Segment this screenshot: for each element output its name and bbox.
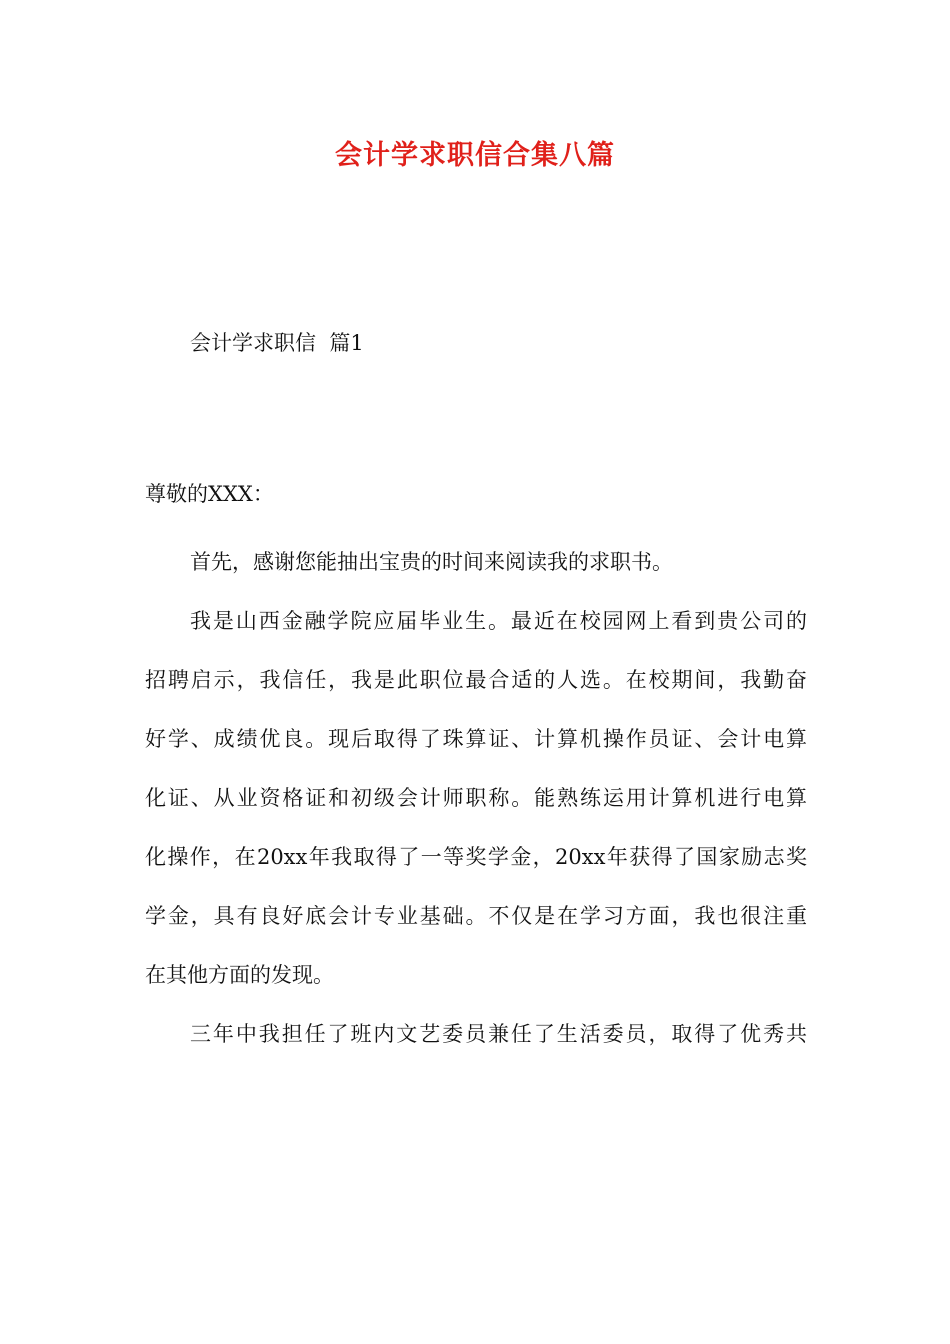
paragraph-line: 首先，感谢您能抽出宝贵的时间来阅读我的求职书。 [190,550,673,574]
paragraph-line: 三年中我担任了班内文艺委员兼任了生活委员，取得了优秀共 [190,1022,807,1046]
section-heading: 会计学求职信 篇1 [190,331,364,355]
paragraph-line: 我是山西金融学院应届毕业生。最近在校园网上看到贵公司的 [190,609,807,633]
paragraph-line: 招聘启示，我信任，我是此职位最合适的人选。在校期间，我勤奋 [145,668,807,692]
paragraph-line: 好学、成绩优良。现后取得了珠算证、计算机操作员证、会计电算 [145,727,807,751]
paragraph-line: 化证、从业资格证和初级会计师职称。能熟练运用计算机进行电算 [145,786,807,810]
letter-body [145,542,807,1073]
paragraph-line: 学金，具有良好底会计专业基础。不仅是在学习方面，我也很注重 [145,904,807,928]
paragraph-line: 化操作，在20xx年我取得了一等奖学金，20xx年获得了国家励志奖 [145,845,807,869]
document-title: 会计学求职信合集八篇 [335,140,615,171]
paragraph-line: 在其他方面的发现。 [145,963,334,987]
salutation: 尊敬的XXX： [145,482,274,506]
